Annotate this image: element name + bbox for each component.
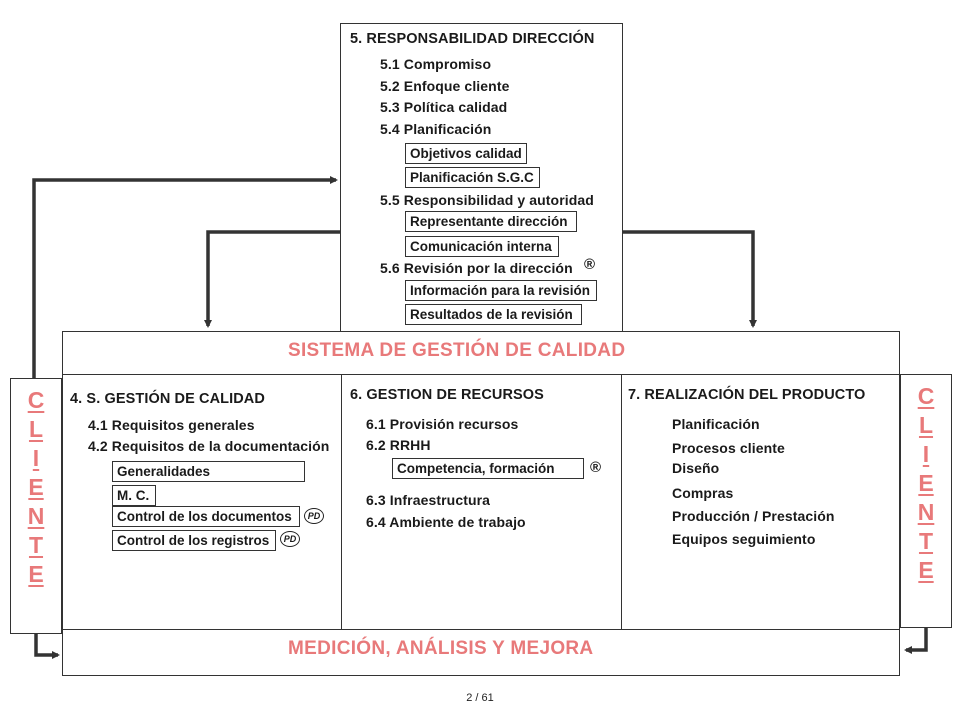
management-item-5-4: 5.4 Planificación xyxy=(380,121,492,137)
quality-item-4-1: 4.1 Requisitos generales xyxy=(88,417,255,433)
box-competencia-formacion: Competencia, formación xyxy=(392,458,584,479)
management-item-5-5: 5.5 Responsibilidad y autoridad xyxy=(380,192,594,208)
arrow-left-client-to-measurement xyxy=(36,634,58,655)
resources-item-6-4: 6.4 Ambiente de trabajo xyxy=(366,514,526,530)
product-item-produccion: Producción / Prestación xyxy=(672,508,835,524)
management-item-5-1: 5.1 Compromiso xyxy=(380,56,492,72)
arrow-right-client-to-measurement xyxy=(906,628,926,650)
management-item-5-2: 5.2 Enfoque cliente xyxy=(380,78,510,94)
box-resultados-revision: Resultados de la revisión xyxy=(405,304,582,325)
box-control-documentos: Control de los documentos xyxy=(112,506,300,527)
box-control-registros: Control de los registros xyxy=(112,530,276,551)
product-item-planificacion: Planificación xyxy=(672,416,760,432)
management-item-5-6: 5.6 Revisión por la dirección xyxy=(380,260,573,276)
product-item-procesos-cliente: Procesos cliente xyxy=(672,440,785,456)
product-title: 7. REALIZACIÓN DEL PRODUCTO xyxy=(628,387,866,403)
product-item-compras: Compras xyxy=(672,485,734,501)
quality-title: 4. S. GESTIÓN DE CALIDAD xyxy=(70,391,265,407)
box-planificacion-sgc: Planificación S.G.C xyxy=(405,167,540,188)
measurement-title: MEDICIÓN, ANÁLISIS Y MEJORA xyxy=(288,638,594,659)
box-mc: M. C. xyxy=(112,485,156,506)
page-number: 2 / 61 xyxy=(466,692,494,704)
pd-mark-documents: PD xyxy=(304,508,324,524)
registered-mark: ® xyxy=(584,256,596,273)
box-generalidades: Generalidades xyxy=(112,461,305,482)
product-item-diseno: Diseño xyxy=(672,460,720,476)
client-left-label: C L I E N T E xyxy=(27,387,45,587)
system-title: SISTEMA DE GESTIÓN DE CALIDAD xyxy=(288,340,626,361)
resources-item-6-3: 6.3 Infraestructura xyxy=(366,492,491,508)
resources-title: 6. GESTION DE RECURSOS xyxy=(350,387,544,403)
box-objetivos-calidad: Objetivos calidad xyxy=(405,143,527,164)
quality-management-column xyxy=(62,374,342,630)
box-informacion-revision: Información para la revisión xyxy=(405,280,597,301)
resources-item-6-2: 6.2 RRHH xyxy=(366,437,431,453)
arrow-management-to-system-right xyxy=(622,232,753,326)
pd-mark-records: PD xyxy=(280,531,300,547)
box-representante-direccion: Representante dirección xyxy=(405,211,577,232)
management-title: 5. RESPONSABILIDAD DIRECCIÓN xyxy=(350,31,595,47)
registered-mark-resources: ® xyxy=(590,459,602,476)
management-item-5-3: 5.3 Política calidad xyxy=(380,99,508,115)
client-right-label: C L I E N T E xyxy=(917,383,935,583)
box-comunicacion-interna: Comunicación interna xyxy=(405,236,559,257)
resources-item-6-1: 6.1 Provisión recursos xyxy=(366,416,519,432)
product-realization-column xyxy=(621,374,900,630)
product-item-equipos: Equipos seguimiento xyxy=(672,531,816,547)
arrow-management-to-system-left xyxy=(208,232,340,326)
quality-item-4-2: 4.2 Requisitos de la documentación xyxy=(88,438,330,454)
